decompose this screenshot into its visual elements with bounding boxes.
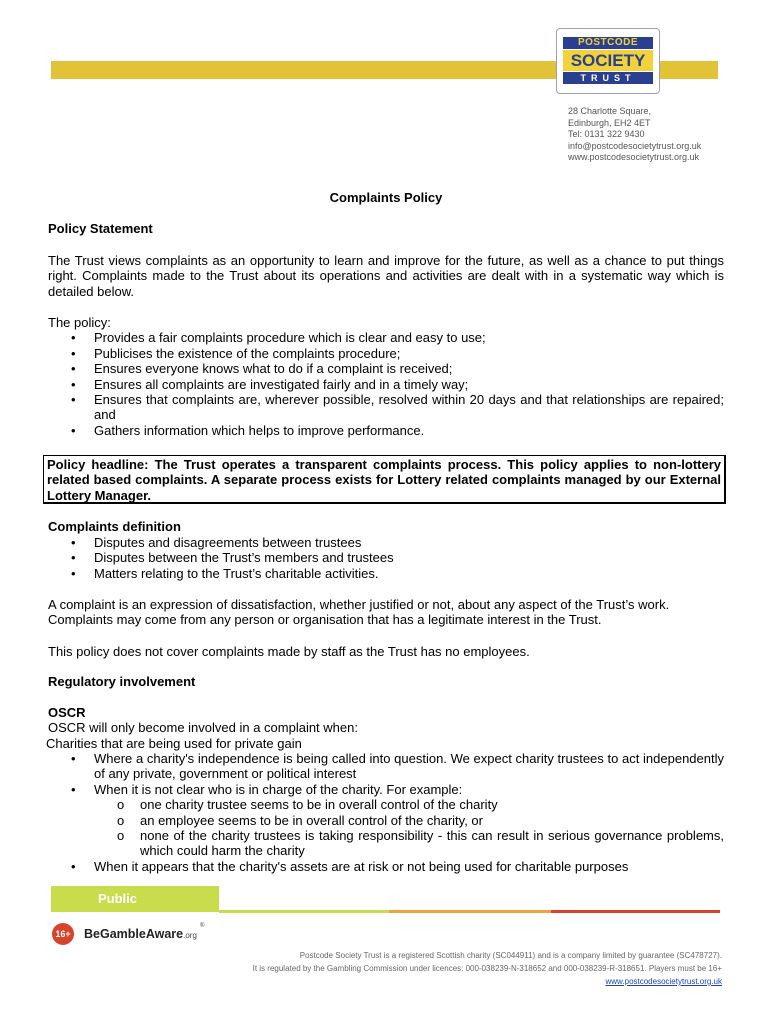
- list-item: o an employee seems to be in overall control of the charity, or: [48, 813, 724, 828]
- address-street: 28 Charlotte Square,: [568, 106, 652, 116]
- postcode-society-trust-logo: [556, 28, 660, 94]
- list-item: • Gathers information which helps to improve performance.: [48, 423, 724, 438]
- definition-points: [48, 535, 724, 581]
- contact-address: [568, 106, 701, 164]
- list-item: • Where a charity's independence is being called into question. We expect charity trustees to act independently of any private, government or political interest: [48, 751, 724, 782]
- list-item: [48, 782, 724, 797]
- footer-legal: [253, 949, 722, 988]
- oscr-list-block: [48, 751, 724, 874]
- logo-line-trust: TRUST: [563, 72, 653, 84]
- age-16-badge-icon: 16+: [52, 923, 74, 945]
- policy-lead: The policy:: [48, 315, 111, 330]
- oscr-point-2-text: When it is not clear who is in charge of the charity. For example:: [94, 781, 463, 797]
- list-item: • When it appears that the charity's assets are at risk or not being used for charitable purposes: [48, 859, 724, 874]
- address-website[interactable]: www.postcodesocietytrust.org.uk: [568, 152, 700, 163]
- list-item: • Disputes between the Trust’s members and trustees: [48, 550, 724, 565]
- policy-points: [48, 330, 724, 438]
- policy-statement-heading: Policy Statement: [48, 221, 153, 236]
- oscr-heading: OSCR: [48, 705, 86, 720]
- list-item: • Ensures everyone knows what to do if a complaint is received;: [48, 361, 724, 376]
- address-email[interactable]: info@postcodesocietytrust.org.uk: [568, 140, 702, 151]
- regulatory-heading: Regulatory involvement: [48, 674, 196, 689]
- list-item: o one charity trustee seems to be in overall control of the charity: [48, 797, 724, 812]
- document-title: Complaints Policy: [329, 190, 443, 205]
- oscr-line-2: Charities that are being used for private gain: [46, 736, 302, 751]
- list-item: o none of the charity trustees is taking responsibility - this can result in serious governance problems, which could harm the charity: [48, 828, 724, 859]
- oscr-points: [48, 751, 724, 797]
- no-cover-paragraph: This policy does not cover complaints made by staff as the Trust has no employees.: [48, 644, 530, 659]
- footer-line-1: Postcode Society Trust is a registered Scottish charity (SC044911) and is a company limited by guarantee (SC478727).: [299, 951, 722, 960]
- begambleaware-text: BeGambleAware: [84, 927, 184, 941]
- definition-heading: Complaints definition: [48, 519, 181, 534]
- begambleaware-logo: [84, 927, 197, 941]
- policy-headline-box: Policy headline: The Trust operates a transparent complaints process. This policy applies to non-lottery related based complaints. A separate process exists for Lottery related complaints managed by our External Lottery Manager.: [43, 455, 726, 504]
- list-item: • Disputes and disagreements between trustees: [48, 535, 724, 550]
- complaint-expression-paragraph: A complaint is an expression of dissatisfaction, whether justified or not, about any aspect of the Trust’s work. Complaints may come from any person or organisation that has a legitimate interest in the Trust.: [48, 597, 670, 628]
- public-label: Public: [51, 886, 219, 912]
- oscr-subpoints: [48, 797, 724, 859]
- list-item: • Provides a fair complaints procedure which is clear and easy to use;: [48, 330, 724, 345]
- oscr-line-1: OSCR will only become involved in a complaint when:: [48, 720, 358, 735]
- policy-list-block: [48, 315, 724, 438]
- logo-line-society: SOCIETY: [563, 50, 653, 71]
- intro-paragraph: The Trust views complaints as an opportunity to learn and improve for the future, as well as a chance to put things right. Complaints made to the Trust about its operations and activities are dealt with in a systematic way which is detailed below.: [48, 253, 724, 299]
- list-item: • Matters relating to the Trust’s charitable activities.: [48, 566, 724, 581]
- list-item: • Publicises the existence of the complaints procedure;: [48, 346, 724, 361]
- registered-mark: ®: [200, 923, 205, 929]
- list-item: • Ensures that complaints are, wherever possible, resolved within 20 days and that relationships are repaired; and: [48, 392, 724, 423]
- logo-line-postcode: POSTCODE: [563, 37, 653, 49]
- list-item: • Ensures all complaints are investigated fairly and in a timely way;: [48, 377, 724, 392]
- footer-website-link[interactable]: www.postcodesocietytrust.org.uk: [605, 977, 722, 986]
- oscr-points-continued: [48, 859, 724, 874]
- footer-line-2: It is regulated by the Gambling Commission under licences: 000-038239-N-318652 and 000-038239-R-318651. Players must be 16+: [252, 964, 722, 973]
- footer-bar-red: [551, 910, 720, 913]
- address-phone: Tel: 0131 322 9430: [568, 129, 645, 140]
- footer-bar-green: [219, 910, 389, 913]
- begambleaware-org: .org: [183, 931, 197, 940]
- footer-bar-orange: [389, 910, 551, 913]
- address-city: Edinburgh, EH2 4ET: [568, 117, 651, 128]
